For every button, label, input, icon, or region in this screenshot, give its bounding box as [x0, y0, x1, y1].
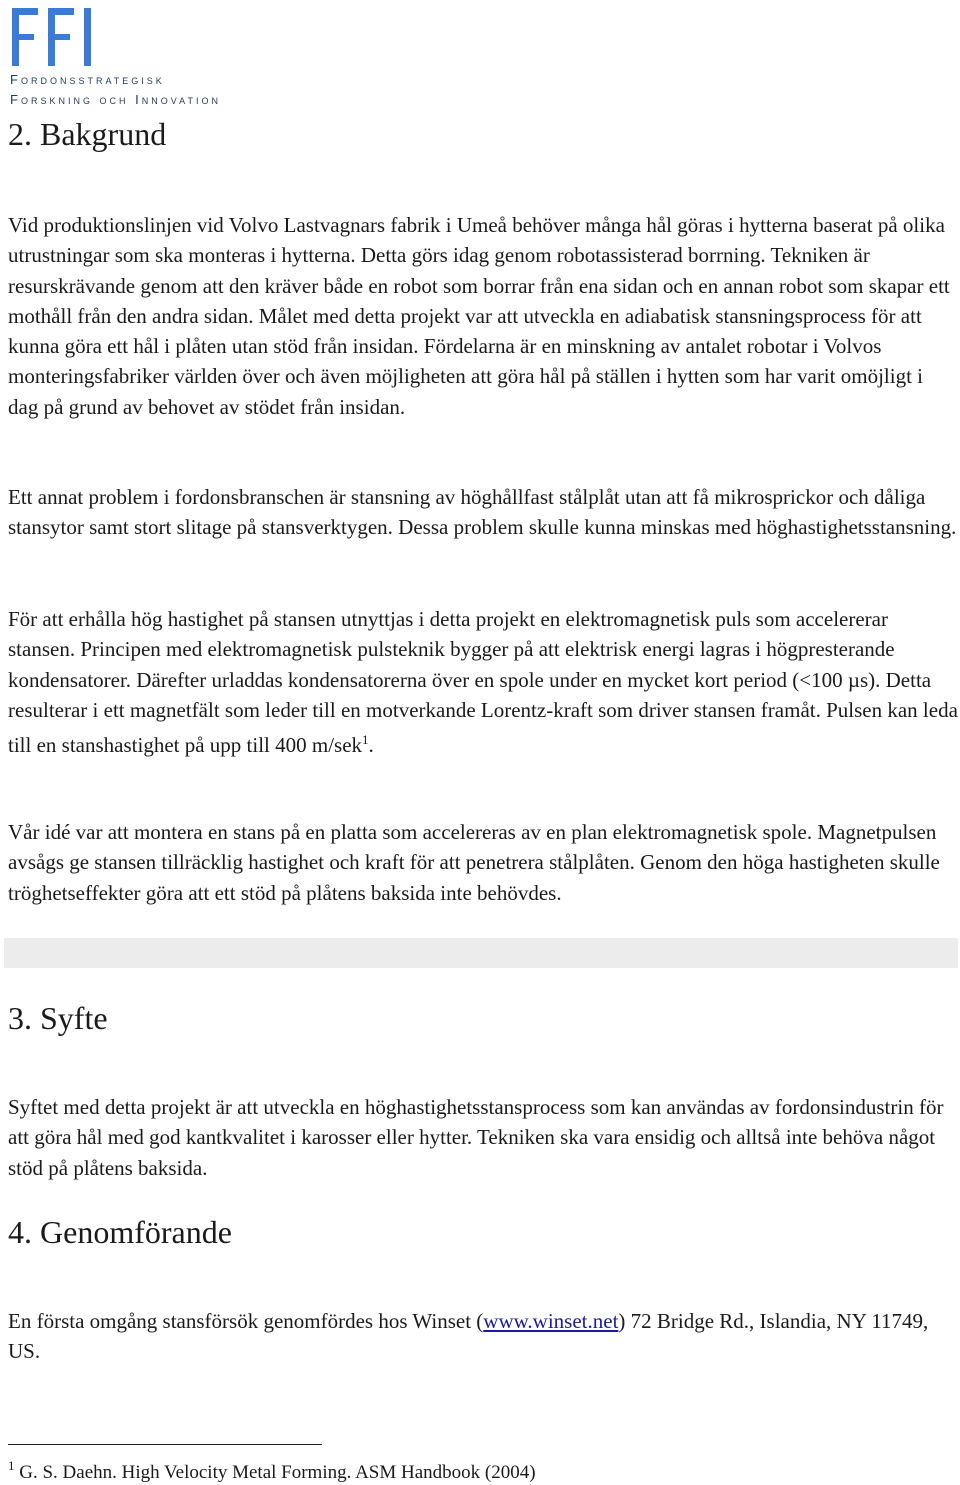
logo-line-1: Fordonsstrategisk [10, 72, 165, 87]
footnote-rule [8, 1444, 322, 1445]
paragraph-bakgrund-1: Vid produktionslinjen vid Volvo Lastvagnars fabrik i Umeå behöver många hål göras i hytterna baserat på olika utrustningar som ska monteras i hytterna. Detta görs idag genom robotassisterad borrning. Tekniken är resurskrävande genom att den kräver både en robot som borrar från ena sidan och en annan robot som skapar ett mothåll från den andra sidan. Målet med detta projekt var att utveckla en adiabatisk stansningsprocess för att kunna göra ett hål i plåten utan stöd från insidan. Fördelarna är en minskning av antalet robotar i Volvos monteringsfabriker världen över och även möjligheten att göra hål på ställen i hytten som har varit omöjligt i dag på grund av behovet av stödet från insidan. [8, 213, 950, 419]
footnote-ref[interactable]: 1 [362, 732, 369, 748]
paragraph-genomforande-pre: En första omgång stansförsök genomfördes hos Winset ( [8, 1309, 484, 1333]
section-title-bakgrund: 2. Bakgrund [8, 116, 167, 152]
paragraph-bakgrund-3-text: För att erhålla hög hastighet på stansen utnyttjas i detta projekt en elektromagnetisk puls som accelererar stansen. Principen med elektromagnetisk pulsteknik bygger på att elektrisk energi lagras i högpresterande kondensatorer. Därefter urladdas kondensatorerna över en spole under en mycket kort period (<100 µs). Detta resulterar i ett magnetfält som leder till en motverkande Lorentz-kraft som driver stansen framåt. Pulsen kan leda till en stanshastighet på upp till 400 m/sek [8, 607, 958, 758]
section-title-syfte: 3. Syfte [8, 1000, 108, 1036]
footnote-number: 1 [8, 1458, 15, 1473]
paragraph-bakgrund-2: Ett annat problem i fordonsbranschen är stansning av höghållfast stålplåt utan att få mikrosprickor och dåliga stansytor samt stort slitage på stansverktygen. Dessa problem skulle kunna minskas med höghastighetsstansning. [8, 485, 957, 540]
paragraph-genomforande [8, 1306, 958, 1367]
paragraph-genomforande-post: ) 72 Bridge Rd., Islandia, NY 11749, US. [8, 1309, 929, 1364]
paragraph-syfte: Syftet med detta projekt är att utveckla en höghastighetsstansprocess som kan användas av fordonsindustrin för att göra hål med god kantkvalitet i karosser eller hytter. Tekniken ska vara ensidig och alltså inte behöva något stöd på plåtens baksida. [8, 1095, 944, 1180]
footnote [8, 1458, 536, 1484]
ffi-logo [10, 4, 221, 110]
ffi-logo-mark [10, 4, 110, 66]
logo-line-2: Forskning och Innovation [10, 92, 221, 107]
footnote-text: G. S. Daehn. High Velocity Metal Forming. ASM Handbook (2004) [14, 1462, 536, 1483]
paragraph-bakgrund-3-end: . [368, 733, 374, 758]
winset-link[interactable]: www.winset.net [483, 1309, 619, 1333]
section-title-genomforande: 4. Genomförande [8, 1214, 232, 1250]
paragraph-bakgrund-4: Vår idé var att montera en stans på en platta som accelereras av en plan elektromagnetisk spole. Magnetpulsen avsågs ge stansen tillräcklig hastighet och kraft för att penetrera stålplåten. Genom den höga hastigheten skulle tröghetseffekter göra att ett stöd på plåtens baksida inte behövdes. [8, 820, 940, 905]
paragraph-bakgrund-3 [8, 604, 958, 760]
section-divider-band [4, 938, 958, 968]
